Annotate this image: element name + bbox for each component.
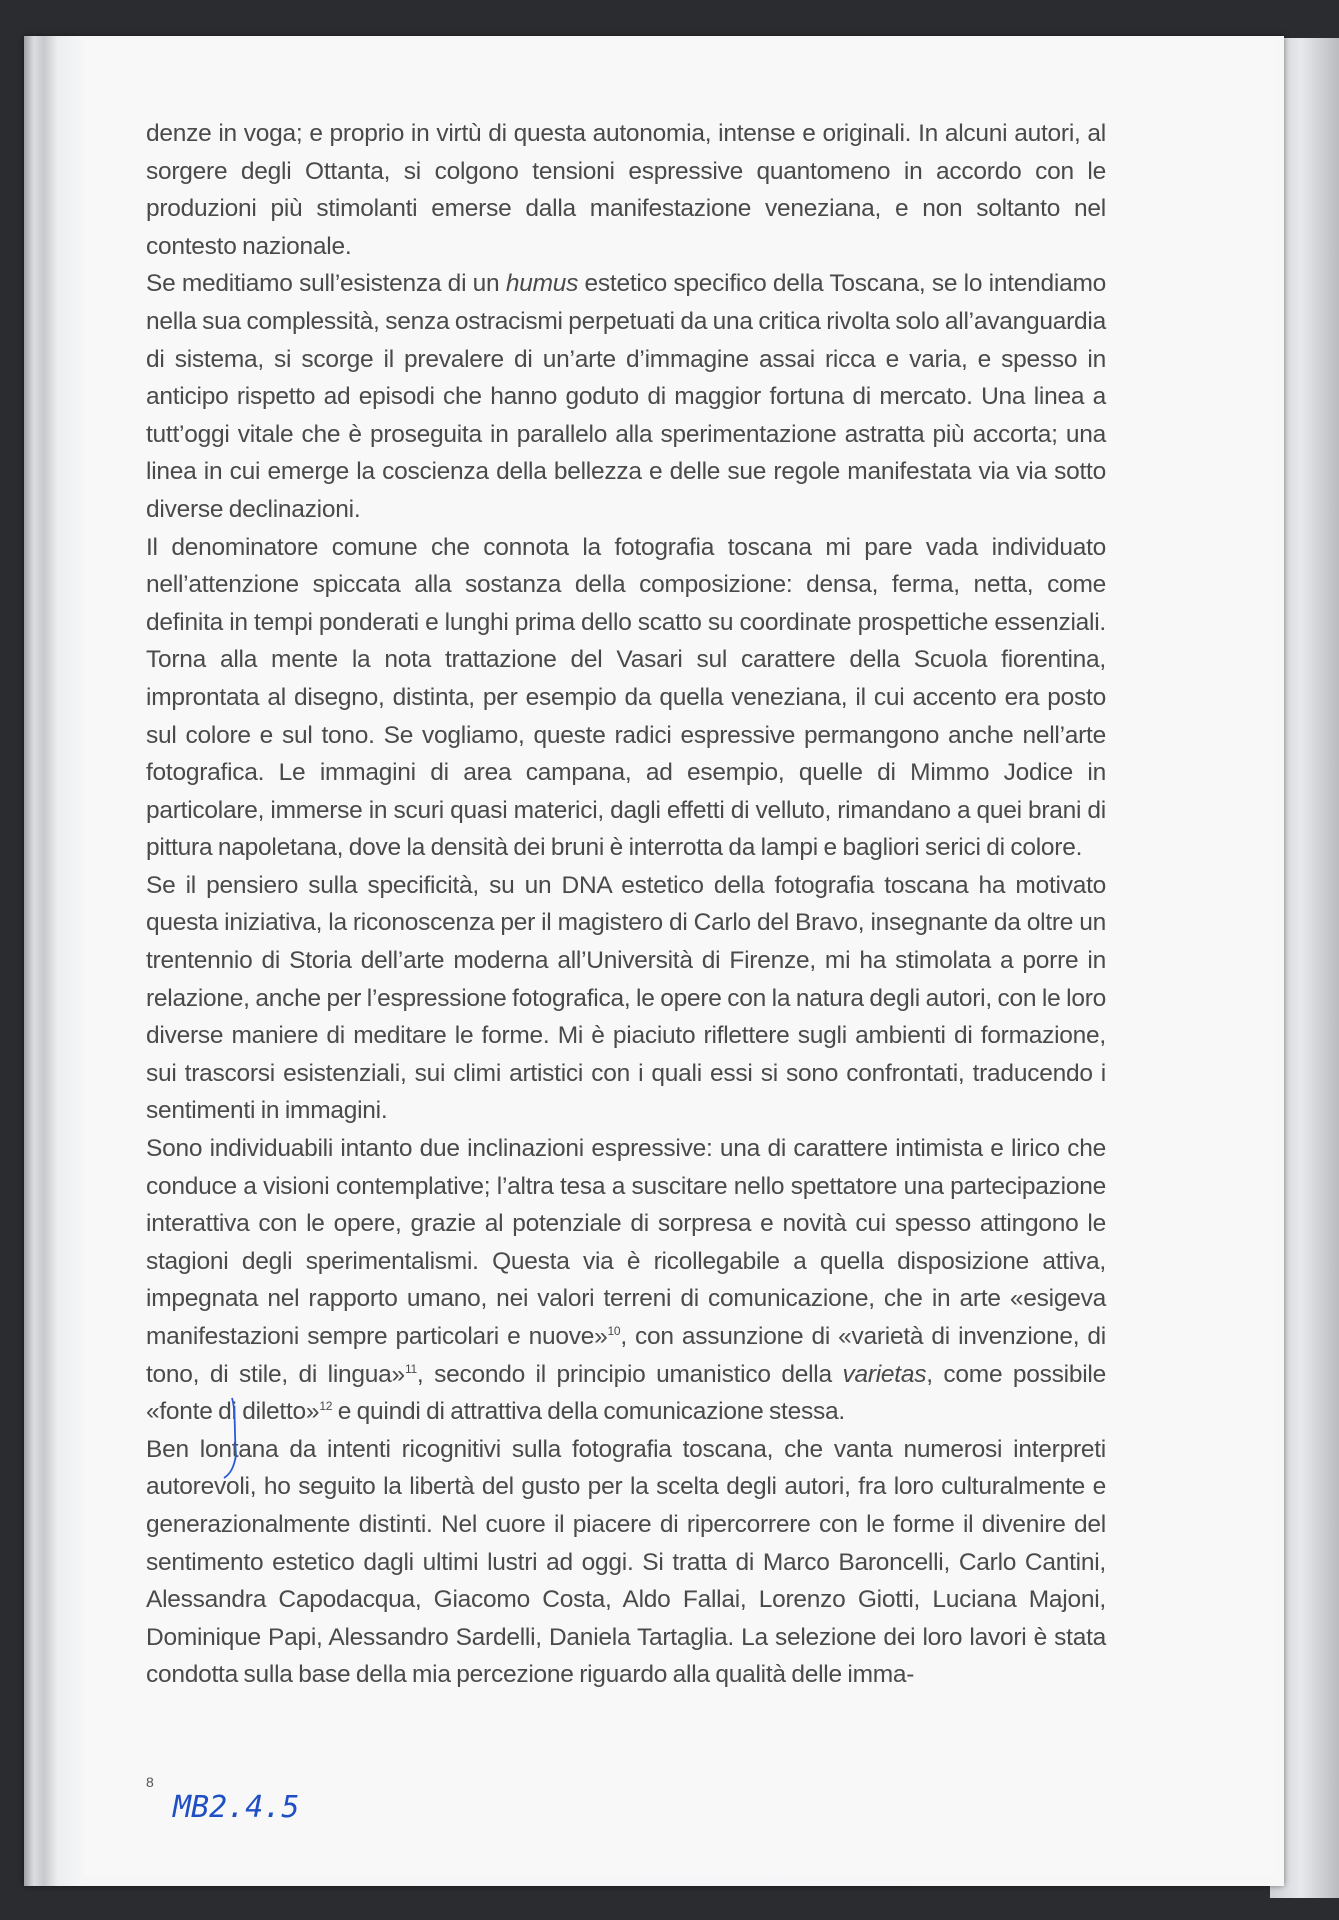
footnote-ref: 11	[404, 1361, 417, 1376]
footnote-ref: 12	[319, 1399, 333, 1414]
text-run: , con assunzione di «varietà di invenzione, di tono, di stile, di lingua»	[146, 1323, 1106, 1388]
pen-stroke	[224, 1398, 236, 1478]
pen-correction-mark	[0, 0, 340, 1920]
text-run: Il denominatore comune che connota la fotografia toscana mi pare vada individuato nell’attenzione spiccata alla sostanza della composizione: densa, ferma, netta, come definita in tempi ponderati e lunghi prima dello scatto su coordinate prospettiche essenziali. Torna alla mente la nota trattazione del Vasari sul carattere della Scuola fiorentina, improntata al disegno, distinta, per esempio da quella veneziana, il cui accento era posto sul colore e sul tono. Se vogliamo, queste radici espressive permangono anche nell’arte fotografica. Le immagini di area campana, ad esempio, quelle di Mimmo Jodice in particolare, immerse in scuri quasi materici, dagli effetti di velluto, rimandano a quei brani di pittura napoletana, dove la densità dei bruni è interrotta da lampi e bagliori serici di colore.	[146, 533, 1106, 862]
italic-term: humus	[505, 270, 579, 298]
text-run: Se meditiamo sull’esistenza di un	[146, 270, 506, 298]
footnote-ref: 10	[607, 1324, 621, 1338]
text-run: , come possibile «fonte di diletto»	[146, 1360, 1107, 1426]
text-run: , secondo il principio umanistico della	[416, 1360, 843, 1388]
page-number: 8	[146, 1774, 154, 1790]
text-run: denze in voga; e proprio in virtù di questa autonomia, intense e originali. In alcuni autori, al sorgere degli Ottanta, si colgono tensioni espressive quantomeno in accordo con le produzioni più stimolanti emerse dalla manifestazione veneziana, e non soltanto nel contesto nazionale.	[146, 120, 1106, 260]
text-run: estetico specifico della Toscana, se lo intendiamo nella sua complessità, senza ostracismi perpetuati da una critica rivolta solo all’avanguardia di sistema, si scorge il prevalere di un’arte d’immagine assai ricca e varia, e spesso in anticipo rispetto ad episodi che hanno goduto di maggior fortuna di mercato. Una linea a tutt’oggi vitale che è proseguita in parallelo alla sperimentazione astratta più accorta; una linea in cui emerge la coscienza della bellezza e delle sue regole manifestata via via sotto diverse declinazioni.	[146, 270, 1106, 523]
italic-term: varietas	[842, 1360, 927, 1388]
text-run: e quindi di attrattiva della comunicazione stessa.	[332, 1398, 845, 1426]
handwritten-note-text: MB2.4.5	[173, 1790, 300, 1825]
text-run: Se il pensiero sulla specificità, su un DNA estetico della fotografia toscana ha motivato questa iniziativa, la riconoscenza per il magistero di Carlo del Bravo, insegnante da oltre un trentennio di Storia dell’arte moderna all’Università di Firenze, mi ha stimolata a porre in relazione, anche per l’espressione fotografica, le opere con la natura degli autori, con le loro diverse maniere di meditare le forme. Mi è piaciuto riflettere sugli ambienti di formazione, sui trascorsi esistenziali, sui climi artistici con i quali essi si sono confrontati, traducendo i sentimenti in immagini.	[146, 871, 1106, 1125]
text-run: Sono individuabili intanto due inclinazioni espressive: una di carattere intimista e lirico che conduce a visioni contemplative; l’altra tesa a suscitare nello spettatore una partecipazione interattiva con le opere, grazie al potenziale di sorpresa e novità cui spesso attingono le stagioni degli sperimentalismi. Questa via è ricollegabile a quella disposizione attiva, impegnata nel rapporto umano, nei valori terreni di comunicazione, che in arte «esigeva manifestazioni sempre particolari e nuove»	[146, 1135, 1106, 1350]
text-run: Ben lontana da intenti ricognitivi sulla fotografia toscana, che vanta numerosi interpreti autorevoli, ho seguito la libertà del gusto per la scelta degli autori, fra loro culturalmente e generazionalmente distinti. Nel cuore il piacere di ripercorrere con le forme il divenire del sentimento estetico dagli ultimi lustri ad oggi. Si tratta di Marco Baroncelli, Carlo Cantini, Alessandra Capodacqua, Giacomo Costa, Aldo Fallai, Lorenzo Giotti, Luciana Majoni, Dominique Papi, Alessandro Sardelli, Daniela Tartaglia. La selezione dei loro lavori è stata condotta sulla base della mia percezione riguardo alla qualità delle imma-	[146, 1435, 1106, 1689]
